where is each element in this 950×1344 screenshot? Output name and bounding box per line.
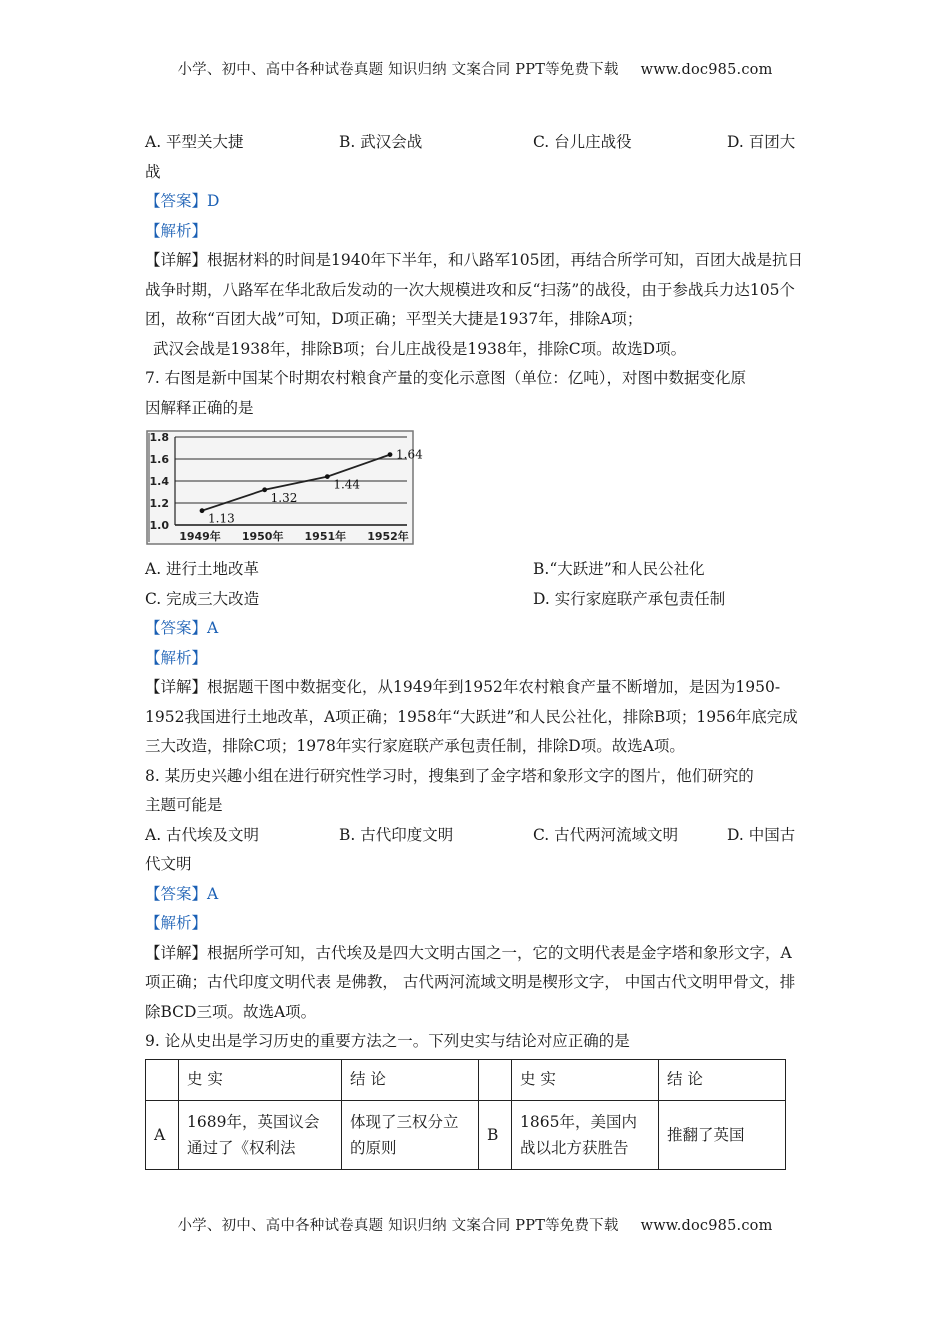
q6-option-a: A. 平型关大捷 xyxy=(145,133,244,151)
page-header xyxy=(0,58,950,79)
q6-option-b: B. 武汉会战 xyxy=(339,133,423,151)
q9-cell-b-fact: 1865年，美国内战以北方获胜告 xyxy=(512,1100,659,1169)
q9-table xyxy=(145,1059,786,1170)
q9-cell-a-label: A xyxy=(146,1100,179,1169)
q9-table-row xyxy=(146,1100,786,1169)
q6-option-c: C. 台儿庄战役 xyxy=(533,133,632,151)
chart-xtick-label: 1950年 xyxy=(241,530,284,543)
q8-stem-1: 8. 某历史兴趣小组在进行研究性学习时，搜集到了金字塔和象形文字的图片，他们研究的 xyxy=(145,766,754,785)
header-site: www.doc985.com xyxy=(640,62,773,78)
chart-data-label: 1.32 xyxy=(270,490,298,505)
chart-data-label: 1.44 xyxy=(333,477,361,492)
q7-option-c: C. 完成三大改造 xyxy=(145,589,260,608)
q8-stem-2: 主题可能是 xyxy=(145,796,223,814)
footer-site: www.doc985.com xyxy=(640,1218,773,1234)
q6-answer: 【答案】D xyxy=(145,192,220,210)
chart-ytick-label: 1.8 xyxy=(149,431,169,444)
q8-options xyxy=(145,821,805,851)
q9-header-cell: 结 论 xyxy=(659,1059,786,1100)
chart-xtick-label: 1949年 xyxy=(179,530,221,543)
q8-option-b: B. 古代印度文明 xyxy=(339,825,454,844)
chart-ytick-label: 1.4 xyxy=(149,475,169,488)
q6-option-wrap: 战 xyxy=(145,162,161,181)
q6-detail-2: 武汉会战是1938年，排除B项；台儿庄战役是1938年，排除C项。故选D项。 xyxy=(153,339,687,358)
q9-cell-a-fact: 1689年，英国议会通过了《权利法 xyxy=(179,1100,342,1169)
chart-xtick-label: 1951年 xyxy=(304,530,347,543)
q7-chart xyxy=(145,429,423,547)
q7-detail: 【详解】根据题干图中数据变化，从1949年到1952年农村粮食产量不断增加，是因为1950-1952我国进行土地改革，A项正确；1958年“大跃进”和人民公社化，排除B项；1956年底完成三大改造，排除C项；1978年实行家庭联产承包责任制，排除D项。故选A项。 xyxy=(145,678,798,755)
chart-xtick-label: 1952年 xyxy=(367,530,409,543)
q8-answer: 【答案】A xyxy=(145,884,219,903)
header-text: 小学、初中、高中各种试卷真题 知识归纳 文案合同 PPT等免费下载 xyxy=(177,62,619,78)
grain-line-chart xyxy=(145,429,423,547)
chart-data-label: 1.64 xyxy=(396,447,423,462)
q7-option-a: A. 进行土地改革 xyxy=(145,560,260,578)
q6-options xyxy=(145,128,805,158)
q7-analysis: 【解析】 xyxy=(145,648,208,667)
q7-answer: 【答案】A xyxy=(145,619,219,637)
q9-header-cell: 结 论 xyxy=(342,1059,479,1100)
q9-header-cell: 史 实 xyxy=(179,1059,342,1100)
q9-cell-b-label: B xyxy=(479,1100,512,1169)
chart-data-point xyxy=(325,474,330,479)
chart-frame xyxy=(147,431,413,544)
chart-data-point xyxy=(200,508,205,513)
q9-cell-b-conclusion: 推翻了英国 xyxy=(659,1100,786,1169)
q7-stem-2: 因解释正确的是 xyxy=(145,398,254,417)
page-content xyxy=(145,128,805,1170)
page-footer xyxy=(0,1214,950,1235)
q9-stem: 9. 论从史出是学习历史的重要方法之一。下列史实与结论对应正确的是 xyxy=(145,1032,630,1050)
q7-option-d: D. 实行家庭联产承包责任制 xyxy=(533,589,726,608)
q8-option-d: D. 中国古 xyxy=(727,825,796,844)
q9-header-cell xyxy=(479,1059,512,1100)
chart-ytick-label: 1.2 xyxy=(149,497,169,510)
chart-data-label: 1.13 xyxy=(208,511,235,526)
q8-option-wrap: 代文明 xyxy=(145,855,192,873)
chart-data-point xyxy=(388,452,393,457)
footer-text: 小学、初中、高中各种试卷真题 知识归纳 文案合同 PPT等免费下载 xyxy=(177,1218,619,1234)
q9-cell-a-conclusion: 体现了三权分立的原则 xyxy=(342,1100,479,1169)
q6-detail: 【详解】根据材料的时间是1940年下半年，和八路军105团，再结合所学可知，百团大战是抗日战争时期，八路军在华北敌后发动的一次大规模进攻和反“扫荡”的战役，由于参战兵力达105个团，故称“百团大战”可知，D项正确；平型关大捷是1937年，排除A项； xyxy=(145,251,804,328)
q9-header-cell xyxy=(146,1059,179,1100)
q8-option-c: C. 古代两河流域文明 xyxy=(533,825,679,844)
q6-option-d: D. 百团大 xyxy=(727,133,796,151)
q9-table-header xyxy=(146,1059,786,1100)
q8-detail: 【详解】根据所学可知，古代埃及是四大文明古国之一，它的文明代表是金字塔和象形文字，A项正确；古代印度文明代表 是佛教， 古代两河流域文明是楔形文字， 中国古代文明甲骨文，排除BCD三项。故选A项。 xyxy=(145,943,796,1021)
q7-options-row-2 xyxy=(145,585,805,615)
q7-options-row-1 xyxy=(145,555,805,585)
chart-data-point xyxy=(262,487,267,492)
q6-analysis: 【解析】 xyxy=(145,221,208,240)
chart-ytick-label: 1.0 xyxy=(149,519,169,532)
q7-option-b: B.“大跃进”和人民公社化 xyxy=(533,560,705,578)
q7-stem-1: 7. 右图是新中国某个时期农村粮食产量的变化示意图（单位：亿吨），对图中数据变化原 xyxy=(145,369,746,387)
q9-header-cell: 史 实 xyxy=(512,1059,659,1100)
chart-ytick-label: 1.6 xyxy=(149,453,169,466)
q8-option-a: A. 古代埃及文明 xyxy=(145,825,260,844)
q8-analysis: 【解析】 xyxy=(145,914,208,932)
